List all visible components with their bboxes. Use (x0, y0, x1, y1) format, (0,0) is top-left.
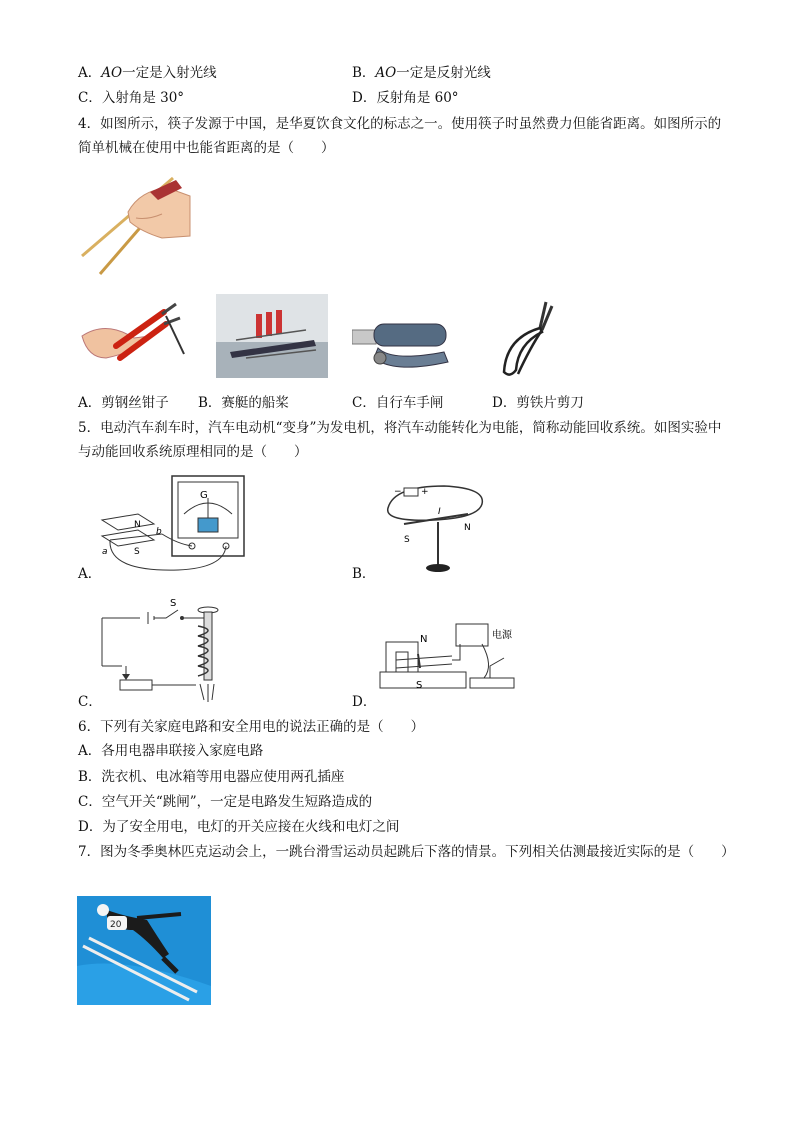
q5-label-c: C． (78, 694, 102, 710)
q6-option-a: A．各用电器串联接入家庭电路 (78, 743, 264, 759)
oersted-compass-figure (374, 478, 494, 576)
svg-text:b: b (156, 527, 162, 537)
q3-option-d: D．反射角是 60° (352, 90, 459, 106)
svg-text:N: N (420, 634, 428, 645)
q4-option-d: D．剪铁片剪刀 (492, 395, 584, 411)
svg-text:电源: 电源 (492, 630, 512, 641)
q5-label-a: A． (78, 566, 102, 582)
svg-text:20: 20 (110, 920, 122, 930)
electromagnet-circuit-figure (96, 596, 226, 706)
svg-text:N: N (464, 523, 471, 533)
galvanometer-induction-figure (98, 474, 250, 578)
q5-label-b: B． (352, 566, 376, 582)
q3-option-c: C．入射角是 30° (78, 90, 185, 106)
tin-snips-image (496, 298, 562, 380)
q4-stem: 4．如图所示，筷子发源于中国，是华夏饮食文化的标志之一。使用筷子时虽然费力但能省距离。如图所示的简单机械在使用中也能省距离的是（ ） (78, 116, 722, 156)
q6-stem: 6．下列有关家庭电路和安全用电的说法正确的是（ ） (78, 719, 425, 735)
q6-option-c: C．空气开关“跳闸”，一定是电路发生短路造成的 (78, 794, 373, 810)
q6-option-d: D．为了安全用电，电灯的开关应接在火线和电灯之间 (78, 819, 400, 835)
chopsticks-hand-figure (78, 170, 194, 278)
q7-stem: 7．图为冬季奥林匹克运动会上，一跳台滑雪运动员起跳后下落的情景。下列相关估测最接近实际的是（ ） (78, 844, 735, 860)
svg-text:S: S (404, 535, 410, 545)
svg-text:−: − (394, 487, 402, 497)
q5-stem: 5．电动汽车刹车时，汽车电动机“变身”为发电机，将汽车动能转化为电能，简称动能回收系统。如图实验中与动能回收系统原理相同的是（ ） (78, 420, 722, 460)
bicycle-brake-lever-image (352, 314, 456, 380)
motor-rail-power-figure (378, 620, 524, 696)
rowing-boat-image (216, 294, 328, 378)
q3-option-b: B．AO一定是反射光线 (352, 65, 491, 81)
q5-label-d: D． (352, 694, 377, 710)
q4-option-c: C．自行车手闸 (352, 395, 444, 411)
q6-option-b: B．洗衣机、电冰箱等用电器应使用两孔插座 (78, 769, 345, 785)
wire-cutter-pliers-image (76, 296, 188, 380)
svg-text:S: S (134, 547, 140, 557)
svg-text:a: a (102, 547, 108, 557)
q3-option-a: A．AO一定是入射光线 (78, 65, 217, 81)
svg-text:N: N (134, 520, 141, 530)
svg-text:I: I (438, 507, 441, 517)
svg-text:+: + (421, 487, 429, 497)
svg-text:G: G (200, 490, 208, 501)
q4-option-b: B．赛艇的船桨 (198, 395, 289, 411)
svg-text:S: S (170, 598, 177, 609)
svg-text:S: S (416, 680, 423, 691)
q4-option-a: A．剪钢丝钳子 (78, 395, 169, 411)
ski-jumper-image (77, 896, 211, 1005)
